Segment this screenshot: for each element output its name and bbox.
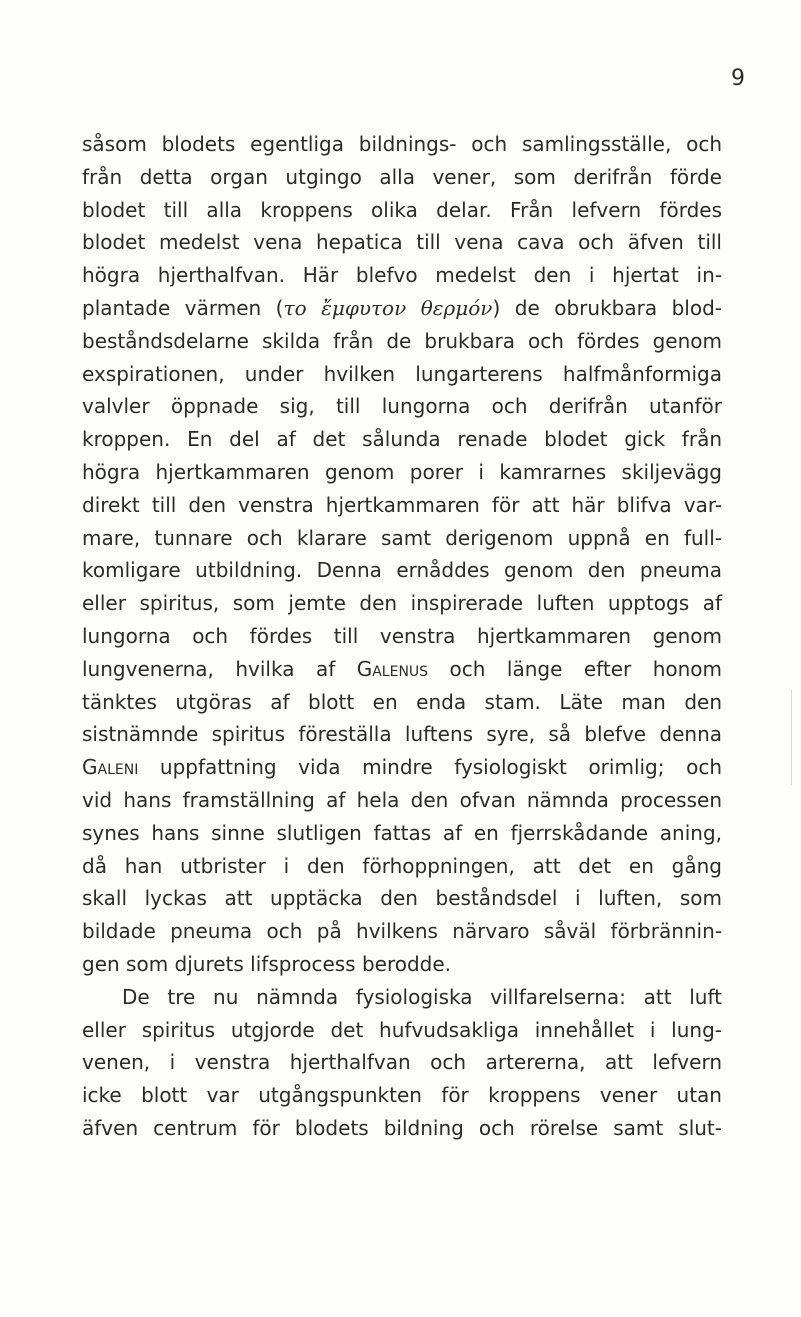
text-fragment: plantade värmen ( [82, 295, 284, 320]
text-fragment: uppfattning vida mindre fysiologiskt orimlig; och [138, 755, 722, 780]
text-line: lungorna och fördes till venstra hjertkammaren genom [82, 623, 722, 648]
author-name: Galenus [356, 656, 429, 681]
text-line: venen, i venstra hjerthalfvan och artererna, att lefvern [82, 1050, 722, 1075]
text-line: exspirationen, under hvilken lungarterens halfmånformiga [82, 361, 722, 386]
text-fragment: och länge efter honom [428, 656, 722, 681]
page-number: 9 [731, 66, 745, 91]
text-line-galeni [82, 751, 722, 784]
body-text [82, 128, 722, 1145]
text-line: från detta organ utgingo alla vener, som derifrån förde [82, 164, 722, 189]
text-line: bildade pneuma och på hvilkens närvaro såväl förbrännin- [82, 919, 722, 944]
text-line-paragraph-end: gen som djurets lifsprocess berodde. [82, 951, 452, 976]
text-line: kroppen. En del af det sålunda renade blodet gick från [82, 427, 722, 452]
author-name: Galeni [82, 755, 139, 780]
text-line: eller spiritus, som jemte den inspirerade luften upptogs af [82, 591, 722, 616]
text-line: högra hjertkammaren genom porer i kamrarnes skiljevägg [82, 459, 722, 484]
text-line-galenus [82, 653, 722, 686]
greek-phrase: το ἔμφυτον θερμόν [283, 295, 493, 320]
page-edge-mark [791, 690, 792, 785]
text-line: blodet till alla kroppens olika delar. Från lefvern fördes [82, 197, 722, 222]
text-line: icke blott var utgångspunkten för kroppens vener utan [82, 1083, 722, 1108]
text-line: beståndsdelarne skilda från de brukbara och fördes genom [82, 328, 722, 353]
text-line: mare, tunnare och klarare samt derigenom uppnå en full- [82, 525, 722, 550]
text-line: då han utbrister i den förhoppningen, att det en gång [82, 853, 722, 878]
text-line: högra hjerthalfvan. Här blefvo medelst den i hjertat in- [82, 263, 722, 288]
text-line: direkt till den venstra hjertkammaren för att här blifva var- [82, 492, 722, 517]
text-line-greek [82, 292, 722, 325]
text-fragment: lungvenerna, hvilka af [82, 656, 357, 681]
text-line: komligare utbildning. Denna ernåddes genom den pneuma [82, 558, 722, 583]
text-line: skall lyckas att upptäcka den beståndsdel i luften, som [82, 886, 722, 911]
text-line: äfven centrum för blodets bildning och rörelse samt slut- [82, 1115, 722, 1140]
text-line: tänktes utgöras af blott en enda stam. Läte man den [82, 689, 722, 714]
text-line: eller spiritus utgjorde det hufvudsakliga innehållet i lung- [82, 1017, 722, 1042]
text-fragment: ) de obrukbara blod- [492, 295, 722, 320]
text-line: synes hans sinne slutligen fattas af en fjerrskådande aning, [82, 820, 722, 845]
text-line: valvler öppnade sig, till lungorna och derifrån utanför [82, 394, 722, 419]
text-line: sistnämnde spiritus föreställa luftens syre, så blefve denna [82, 722, 722, 747]
text-line: såsom blodets egentliga bildnings- och samlingsställe, och [82, 132, 722, 156]
text-line: vid hans framställning af hela den ofvan nämnda processen [82, 787, 722, 812]
text-line-paragraph-start: De tre nu nämnda fysiologiska villfarelserna: att luft [122, 984, 722, 1009]
text-line: blodet medelst vena hepatica till vena cava och äfven till [82, 230, 722, 255]
